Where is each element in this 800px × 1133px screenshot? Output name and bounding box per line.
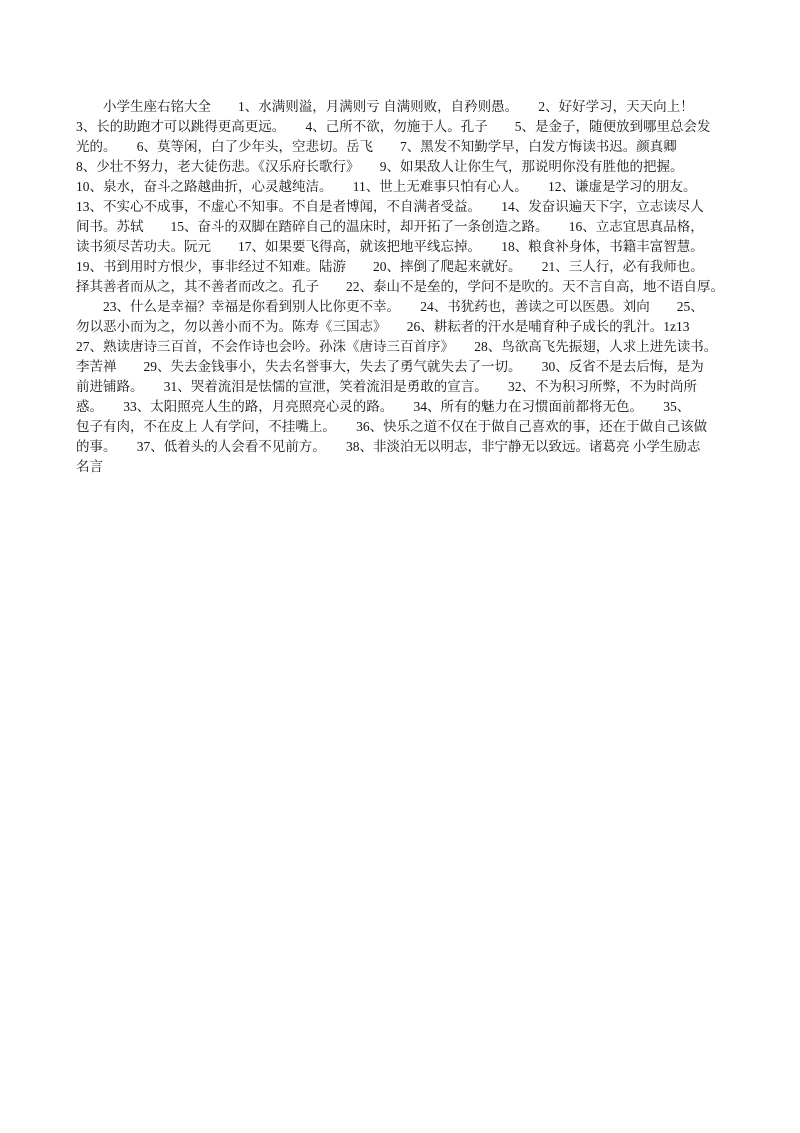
text-line: 23、什么是幸福？幸福是你看到别人比你更不幸。 24、书犹药也，善读之可以医愚。刘向 25、 — [76, 299, 704, 314]
text-line: 10、泉水，奋斗之路越曲折，心灵越纯洁。 11、世上无难事只怕有心人。 12、谦虚是学习的朋友。 — [76, 179, 697, 194]
text-line: 小学生座右铭大全 1、水满则溢，月满则亏 自满则败，自矜则愚。 2、好好学习，天天向上！ — [76, 99, 694, 114]
text-line: 8、少壮不努力，老大徒伤悲。《汉乐府长歌行》 9、如果敌人让你生气，那说明你没有胜他的把握。 — [76, 159, 684, 174]
text-line: 27、熟读唐诗三百首，不会作诗也会吟。孙洙《唐诗三百首序》 28、鸟欲高飞先振翅，人求上进先读书。 — [76, 339, 718, 354]
text-line: 惑。 33、太阳照亮人生的路，月亮照亮心灵的路。 34、所有的魅力在习惯面前都将无色。 35、 — [76, 399, 691, 414]
text-line: 名言 — [76, 459, 103, 474]
text-line: 李苦禅 29、失去金钱事小，失去名誉事大，失去了勇气就失去了一切。 30、反省不是去后悔，是为 — [76, 359, 704, 374]
motto-list-paragraph — [76, 97, 746, 477]
text-line: 间书。苏轼 15、奋斗的双脚在踏碎自己的温床时，却开拓了一条创造之路。 16、立志宜思真品格， — [76, 219, 704, 234]
text-line: 的事。 37、低着头的人会看不见前方。 38、非淡泊无以明志，非宁静无以致远。诸葛亮 小学生励志 — [76, 439, 701, 454]
text-line: 19、书到用时方恨少，事非经过不知难。陆游 20、摔倒了爬起来就好。 21、三人行，必有我师也。 — [76, 259, 704, 274]
text-line: 13、不实心不成事，不虚心不知事。不自是者博闻，不自满者受益。 14、发奋识遍天下字，立志读尽人 — [76, 199, 704, 214]
text-line: 包子有肉，不在皮上 人有学问，不挂嘴上。 36、快乐之道不仅在于做自己喜欢的事，还在于做自己该做 — [76, 419, 708, 434]
text-line: 读书须尽苦功夫。阮元 17、如果要飞得高，就该把地平线忘掉。 18、粮食补身体，书籍丰富智慧。 — [76, 239, 704, 254]
text-line: 择其善者而从之，其不善者而改之。孔子 22、泰山不是垒的，学问不是吹的。天不言自高，地不语自厚。 — [76, 279, 724, 294]
text-line: 3、长的助跑才可以跳得更高更远。 4、己所不欲，勿施于人。孔子 5、是金子，随便放到哪里总会发 — [76, 119, 711, 134]
text-line: 前进铺路。 31、哭着流泪是怯懦的宣泄，笑着流泪是勇敢的宣言。 32、不为积习所弊，不为时尚所 — [76, 379, 697, 394]
text-line: 勿以恶小而为之，勿以善小而不为。陈寿《三国志》 26、耕耘者的汗水是哺育种子成长的乳汁。1z13 — [76, 319, 690, 334]
text-line: 光的。 6、莫等闲，白了少年头，空悲切。岳飞 7、黑发不知勤学早，白发方悔读书迟。颜真卿 — [76, 139, 677, 154]
